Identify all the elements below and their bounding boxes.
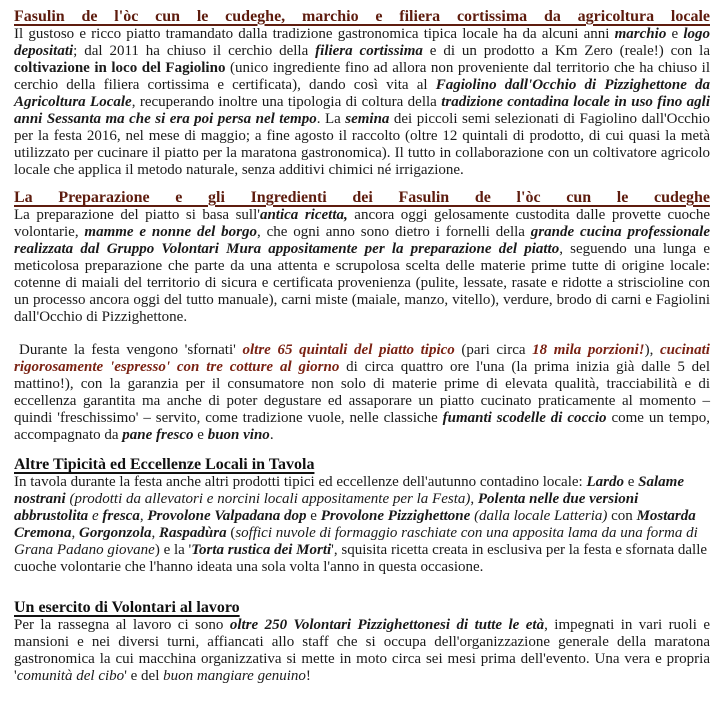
section-volontari [14, 598, 710, 685]
section-preparazione [14, 188, 710, 444]
heading-tipicita: Altre Tipicità ed Eccellenze Locali in Tavola [14, 456, 315, 473]
section-tipicita [14, 455, 710, 576]
section-marchio-filiera [14, 7, 710, 179]
paragraph-volontari: Per la rassegna al lavoro ci sono oltre 250 Volontari Pizzighettonesi di tutte le età, impegnati in vari ruoli e mansioni e nei diversi turni, affiancati allo staff che si occupa dell'organizzazione generale della maratona gastronomica la cui macchina organizzativa si mette in moto circa sei mesi prima dell'evento. Una vera e propria 'comunità del cibo' e del buon mangiare genuino! [14, 617, 710, 684]
paragraph-marchio-filiera: Il gustoso e ricco piatto tramandato dalla tradizione gastronomica tipica locale ha da alcuni anni marchio e logo depositati; dal 2011 ha chiuso il cerchio della filiera cortissima e di un prodotto a Km Zero (reale!) con la coltivazione in loco del Fagiolino (unico ingrediente fino ad allora non proveniente dal territorio che ha chiuso il cerchio della filiera cortissima e certificata), dando così vita al Fagiolino dall'Occhio di Pizzighettone da Agricoltura Locale, recuperando inoltre una tipologia di coltura della tradizione contadina locale in uso fino agli anni Sessanta ma che si era poi persa nel tempo. La semina dei piccoli semi selezionati di Fagiolino dall'Occhio per la festa 2016, nel mese di maggio; a fine agosto il raccolto (oltre 12 quintali di prodotto, di cui quasi la metà utilizzato per cucinare il piatto per la maratona gastronomica). Il tutto in collaborazione con un coltivatore agricolo locale che applica il metodo naturale, senza additivi chimici né irrigazione. [14, 26, 711, 178]
paragraph-preparazione: La preparazione del piatto si basa sull'antica ricetta, ancora oggi gelosamente custodita dalle provette cuoche volontarie, mamme e nonne del borgo, che ogni anno sono dietro i fornelli della grande cucina professionale realizzata dal Gruppo Volontari Mura appositamente per la preparazione del piatto, seguendo una lunga e meticolosa preparazione che parte da una attenta e scrupolosa scelta delle materie prime tutte di origine locale: cotenne di maiali del territorio di sicura e certificata provenienza (pulite, lessate, rasate e ridotte a striscioline con un processo ancora oggi del tutto manuale), carni miste (maiale, manzo, vitello), verdure, brodo di carni e Fagiolini dall'Occhio di Pizzighettone. [14, 207, 710, 325]
paragraph-tipicita: In tavola durante la festa anche altri prodotti tipici ed eccellenze dell'autunno contadino locale: Lardo e Salame nostrani (prodotti da allevatori e norcini locali appositamente per la Festa), Polenta nelle due versioni abbrustolita e fresca, Provolone Valpadana dop e Provolone Pizzighettone (dalla locale Latteria) con Mostarda Cremona, Gorgonzola, Raspadùra (soffici nuvole di formaggio raschiate con una apposita lama da una forma di Grana Padano giovane) e la 'Torta rustica dei Morti', squisita ricetta creata in esclusiva per la festa e sfornata dalle cuoche volontarie che l'hanno ideata una sola volta l'anno in questa occasione. [14, 474, 708, 575]
heading-volontari: Un esercito di Volontari al lavoro [14, 599, 240, 616]
paragraph-cotture: Durante la festa vengono 'sfornati' oltre 65 quintali del piatto tipico (pari circa 18 mila porzioni!), cucinati rigorosamente 'espresso' con tre cotture al giorno di circa quattro ore l'una (la prima inizia già dalle 5 del mattino!), con la garanzia per il consumatore non solo di materie prime di elevata qualità, tracciabilità e di eccellenza garantita ma anche di poter degustare ed assaporare un piatto cucinato praticamente al momento – quindi 'freschissimo' – servito, come tradizione vuole, nelle classiche fumanti scodelle di coccio come un tempo, accompagnato da pane fresco e buon vino. [14, 342, 710, 443]
heading-preparazione: La Preparazione e gli Ingredienti dei Fasulin de l'òc cun le cudeghe [14, 189, 710, 206]
heading-fasulin-marchio: Fasulin de l'òc cun le cudeghe, marchio e filiera cortissima da agricoltura locale [14, 8, 710, 25]
